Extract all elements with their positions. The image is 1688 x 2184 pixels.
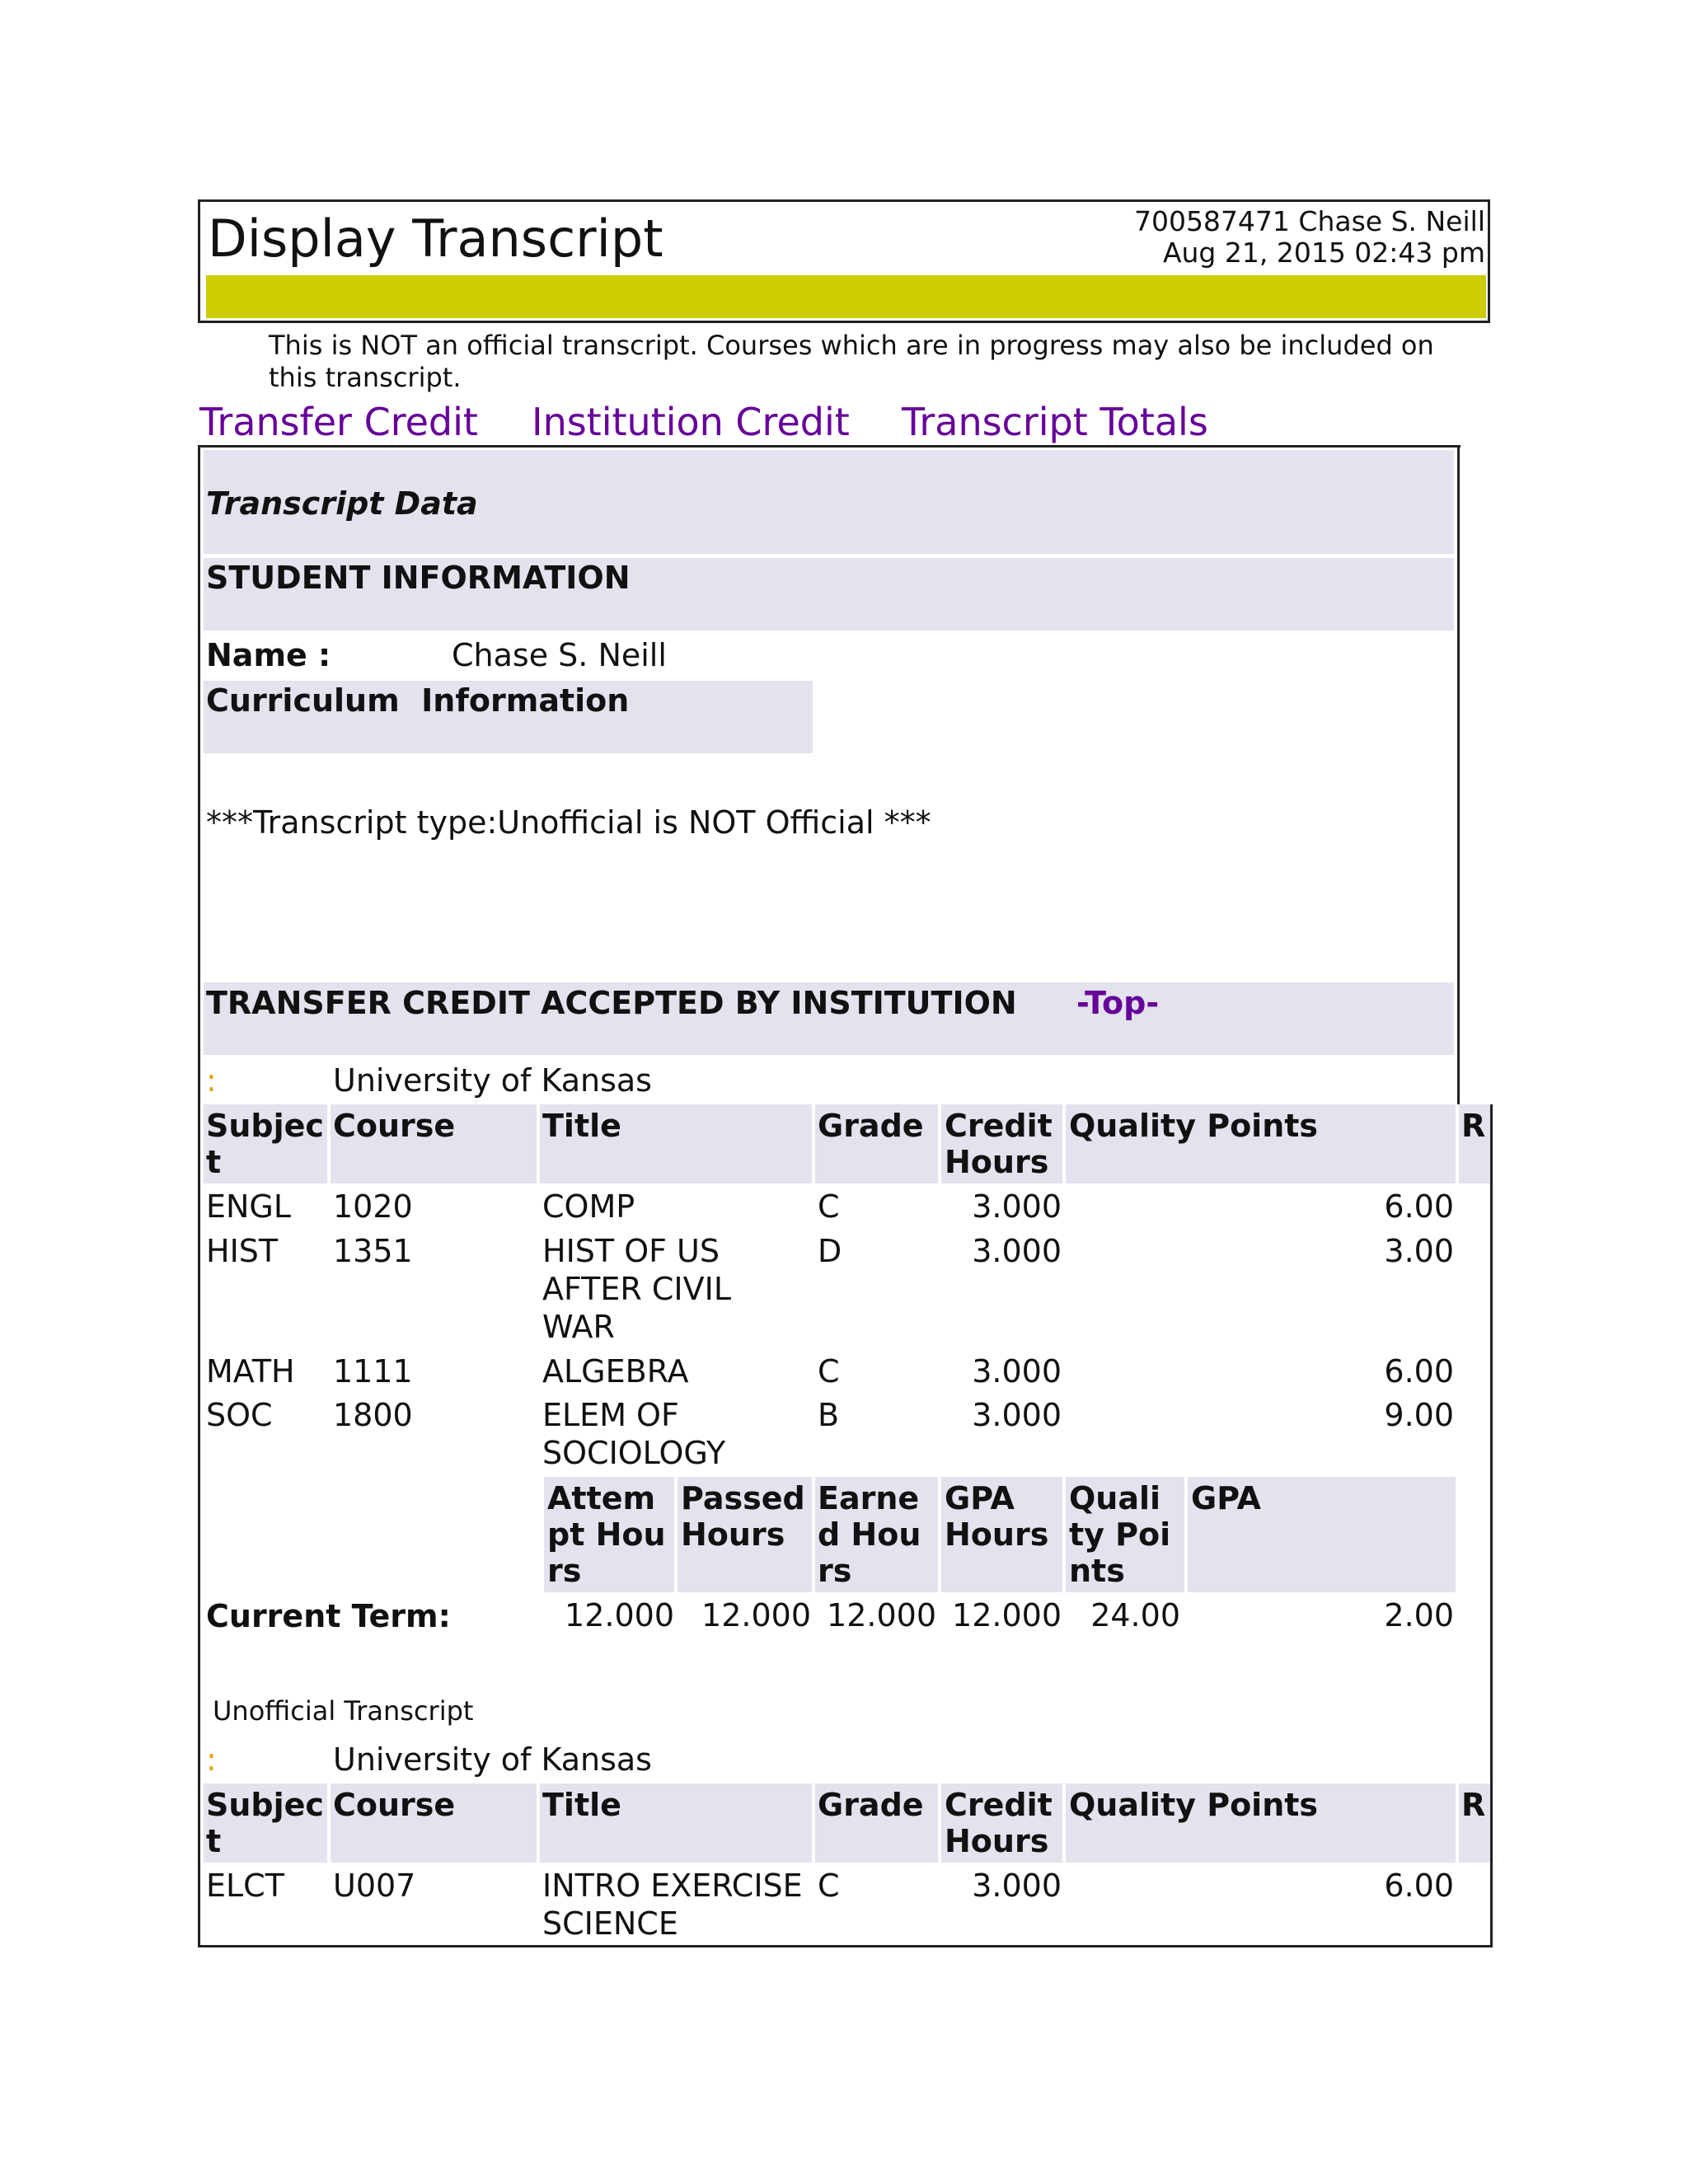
cell-grade: C <box>818 1353 840 1390</box>
totals-divider <box>1184 1477 1188 1592</box>
student-information-title: STUDENT INFORMATION <box>206 560 631 596</box>
totals-header-gpa: GPA <box>1191 1480 1261 1516</box>
cell-subject: SOC <box>206 1397 273 1433</box>
col-header-grade: Grade <box>818 1108 924 1144</box>
cell-subject: HIST <box>206 1233 279 1269</box>
cell-title: COMP <box>542 1188 635 1225</box>
cell-grade: C <box>818 1868 840 1904</box>
cell-course: 1020 <box>333 1188 413 1225</box>
frame-right-border-upper <box>1457 445 1460 1106</box>
cell-course: 1800 <box>333 1397 413 1433</box>
name-value: Chase S. Neill <box>452 637 667 673</box>
cell-grade: D <box>818 1233 842 1269</box>
transfer-credit-link[interactable]: Transfer Credit <box>199 400 478 444</box>
cell-title: INTRO EXERCISE SCIENCE <box>542 1868 803 1942</box>
current-quality-points: 24.00 <box>1090 1597 1180 1633</box>
cell-quality-points: 6.00 <box>1384 1353 1454 1390</box>
col-header-quality-points: Quality Points <box>1069 1787 1319 1823</box>
header-divider <box>1062 1104 1066 1183</box>
col-header-grade: Grade <box>818 1787 924 1823</box>
header-divider <box>812 1783 815 1863</box>
totals-header-gpa-hours: GPA Hours <box>945 1480 1049 1553</box>
cell-quality-points: 6.00 <box>1384 1868 1454 1904</box>
col-header-credit-hours: Credit Hours <box>945 1787 1053 1859</box>
institution-colon: : <box>206 1741 217 1778</box>
frame-top-border <box>198 445 1461 448</box>
totals-header-quality-points: Quality Points <box>1069 1480 1171 1589</box>
header-divider <box>1456 1104 1459 1183</box>
cell-quality-points: 6.00 <box>1384 1188 1454 1225</box>
cell-credit-hours: 3.000 <box>972 1353 1062 1390</box>
transfer-credit-title: TRANSFER CREDIT ACCEPTED BY INSTITUTION <box>206 985 1017 1021</box>
totals-header-passed-hours: Passed Hours <box>681 1480 805 1553</box>
header-divider <box>938 1783 941 1863</box>
frame-right-border-lower <box>1490 1104 1493 1947</box>
totals-divider <box>812 1477 815 1592</box>
cell-quality-points: 9.00 <box>1384 1397 1454 1433</box>
cell-course: 1111 <box>333 1353 413 1390</box>
col-header-r: R <box>1461 1787 1486 1823</box>
current-earned-hours: 12.000 <box>827 1597 936 1633</box>
totals-header-earned-hours: Earned Hours <box>818 1480 921 1589</box>
cell-subject: MATH <box>206 1353 295 1390</box>
header-divider <box>537 1104 540 1183</box>
totals-divider <box>674 1477 678 1592</box>
institution-colon: : <box>206 1062 217 1099</box>
cell-credit-hours: 3.000 <box>972 1188 1062 1225</box>
cell-credit-hours: 3.000 <box>972 1868 1062 1904</box>
cell-quality-points: 3.00 <box>1384 1233 1454 1269</box>
name-label: Name : <box>206 637 331 673</box>
unofficial-transcript-note: Unofficial Transcript <box>213 1695 474 1727</box>
col-header-title: Title <box>542 1108 621 1144</box>
header-datetime: Aug 21, 2015 02:43 pm <box>1162 237 1485 269</box>
header-divider <box>812 1104 815 1183</box>
current-gpa: 2.00 <box>1384 1597 1454 1633</box>
header-divider <box>1062 1783 1066 1863</box>
col-header-r: R <box>1461 1108 1486 1144</box>
current-gpa-hours: 12.000 <box>952 1597 1062 1633</box>
current-attempt-hours: 12.000 <box>565 1597 674 1633</box>
institution-name: University of Kansas <box>333 1062 652 1099</box>
header-color-bar <box>206 275 1486 318</box>
curriculum-information-title: Curriculum Information <box>206 682 630 719</box>
current-term-label: Current Term: <box>206 1598 451 1634</box>
header-meta <box>1134 206 1485 269</box>
header-divider <box>938 1104 941 1183</box>
page-title: Display Transcript <box>208 209 663 269</box>
student-id-name: 700587471 Chase S. Neill <box>1133 205 1485 237</box>
col-header-title: Title <box>542 1787 621 1823</box>
frame-bottom-border <box>198 1945 1493 1947</box>
cell-title: ALGEBRA <box>542 1353 689 1390</box>
institution-name: University of Kansas <box>333 1741 652 1778</box>
header-divider <box>1456 1783 1459 1863</box>
cell-title: ELEM OF SOCIOLOGY <box>542 1397 726 1471</box>
transcript-type-text: ***Transcript type:Unofficial is NOT Official *** <box>206 804 931 841</box>
cell-grade: C <box>818 1188 840 1225</box>
current-passed-hours: 12.000 <box>701 1597 811 1633</box>
col-header-course: Course <box>333 1787 456 1823</box>
col-header-subject: Subject <box>206 1108 324 1180</box>
cell-course: U007 <box>333 1868 416 1904</box>
cell-course: 1351 <box>333 1233 413 1269</box>
col-header-quality-points: Quality Points <box>1069 1108 1319 1144</box>
col-header-subject: Subject <box>206 1787 324 1859</box>
col-header-credit-hours: Credit Hours <box>945 1108 1053 1180</box>
totals-header-attempt-hours: Attempt Hours <box>547 1480 666 1589</box>
cell-title: HIST OF US AFTER CIVIL WAR <box>542 1233 732 1345</box>
top-link[interactable]: -Top- <box>1076 985 1160 1021</box>
cell-subject: ENGL <box>206 1188 292 1225</box>
cell-subject: ELCT <box>206 1868 284 1904</box>
totals-divider <box>1062 1477 1066 1592</box>
cell-grade: B <box>818 1397 840 1433</box>
col-header-course: Course <box>333 1108 456 1144</box>
header-divider <box>537 1783 540 1863</box>
transcript-totals-link[interactable]: Transcript Totals <box>902 400 1208 444</box>
cell-credit-hours: 3.000 <box>972 1397 1062 1433</box>
unofficial-notice: This is NOT an official transcript. Courses which are in progress may also be included on this transcript. <box>269 330 1434 393</box>
transcript-data-title: Transcript Data <box>206 485 478 522</box>
frame-left-border <box>198 445 200 1947</box>
header-divider <box>327 1783 331 1863</box>
totals-divider <box>938 1477 941 1592</box>
institution-credit-link[interactable]: Institution Credit <box>532 400 850 444</box>
header-divider <box>327 1104 331 1183</box>
cell-credit-hours: 3.000 <box>972 1233 1062 1269</box>
